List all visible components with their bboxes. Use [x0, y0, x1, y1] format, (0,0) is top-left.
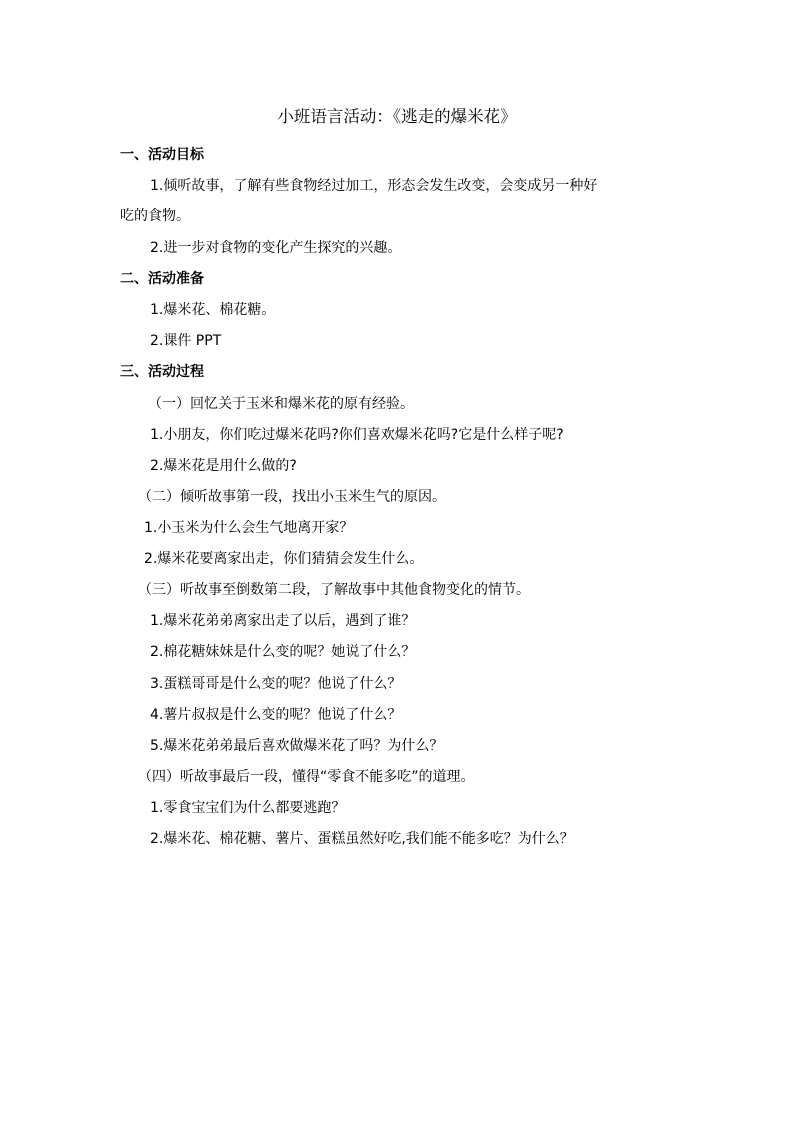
- paragraph-line: 1.零食宝宝们为什么都要逃跑？: [150, 800, 346, 816]
- paragraph-line: 1.小玉米为什么会生气地离开家？: [144, 520, 354, 536]
- paragraph-line: 1.倾听故事，了解有些食物经过加工，形态会发生改变，会变成另一种好: [150, 178, 598, 194]
- paragraph-line: 2.课件 PPT: [150, 333, 222, 349]
- paragraph-line: （一）回忆关于玉米和爆米花的原有经验。: [148, 396, 414, 412]
- paragraph-line: 2.棉花糖妹妹是什么变的呢？她说了什么？: [150, 644, 416, 660]
- paragraph-line: 2.爆米花、棉花糖、薯片、蛋糕虽然好吃,我们能不能多吃？为什么？: [150, 831, 574, 847]
- paragraph-line: （二）倾听故事第一段，找出小玉米生气的原因。: [138, 489, 446, 505]
- paragraph-line: （三）听故事至倒数第二段，了解故事中其他食物变化的情节。: [138, 582, 530, 598]
- paragraph-line: 2.爆米花是用什么做的?: [150, 458, 297, 474]
- paragraph-line: 1.爆米花弟弟离家出走了以后，遇到了谁？: [150, 613, 416, 629]
- section-heading-goals: 一、活动目标: [120, 147, 204, 163]
- section-heading-process: 三、活动过程: [120, 364, 204, 380]
- paragraph-line: 3.蛋糕哥哥是什么变的呢？他说了什么？: [150, 676, 402, 692]
- paragraph-line: 吃的食物。: [120, 208, 190, 224]
- paragraph-line: 4.薯片叔叔是什么变的呢？他说了什么？: [150, 707, 402, 723]
- paragraph-line: 5.爆米花弟弟最后喜欢做爆米花了吗？为什么？: [150, 738, 444, 754]
- paragraph-line: 1.爆米花、棉花糖。: [150, 302, 276, 318]
- document-title: 小班语言活动：《逃走的爆米花》: [277, 107, 517, 126]
- paragraph-line: 2.爆米花要离家出走，你们猜猜会发生什么。: [144, 551, 424, 567]
- paragraph-line: 1.小朋友，你们吃过爆米花吗?你们喜欢爆米花吗?它是什么样子呢?: [150, 427, 564, 443]
- section-heading-preparation: 二、活动准备: [120, 271, 204, 287]
- paragraph-line: （四）听故事最后一段，懂得“零食不能多吃”的道理。: [138, 769, 475, 785]
- paragraph-line: 2.进一步对食物的变化产生探究的兴趣。: [150, 240, 402, 256]
